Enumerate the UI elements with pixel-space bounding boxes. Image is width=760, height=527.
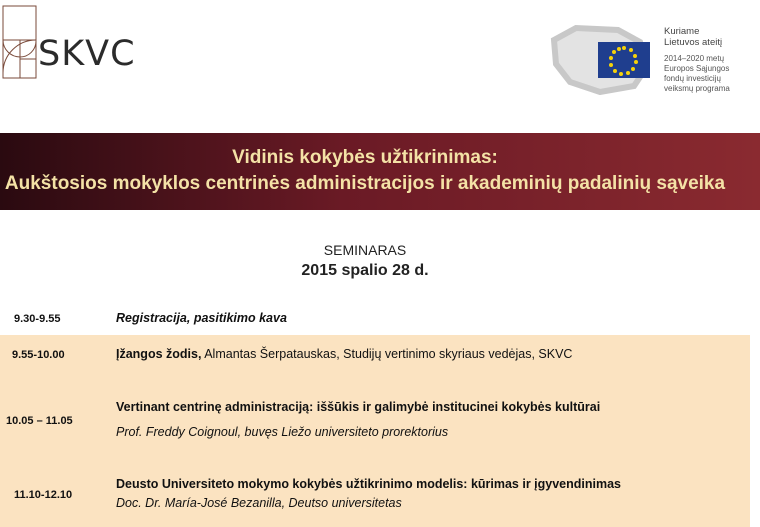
eu-funds-logo [548,20,748,100]
eu-tagline: Kuriame Lietuvos ateitį [664,26,723,48]
eu-programme-text: 2014–2020 metų Europos Sąjungos fondų investicijų veiksmų programa [664,54,730,93]
skvc-logo [0,0,135,88]
time-slot: 9.30-9.55 [14,313,61,325]
program-item [116,347,572,361]
time-slot: 10.05 – 11.05 [6,415,73,427]
time-slot: 11.10-12.10 [14,489,73,501]
program-item-speaker: Doc. Dr. María-José Bezanilla, Deutso universitetas [116,496,402,510]
logo-text: SKVC [38,34,136,74]
banner-title-line-2: Aukštosios mokyklos centrinės administracijos ir akademinių padalinių sąveika [4,173,726,194]
program-item-title: Registracija, pasitikimo kava [116,311,287,325]
program-item-title: Vertinant centrinę administraciją: iššūkis ir galimybė institucinei kokybės kultūrai [116,400,601,414]
program-item-rest: Almantas Šerpatauskas, Studijų vertinimo skyriaus vedėjas, SKVC [201,347,573,361]
time-slot: 9.55-10.00 [12,349,65,361]
title-banner [0,133,760,210]
eu-flag-icon [598,42,650,78]
program-item-title: Įžangos žodis, [116,347,202,361]
banner-title-line-1: Vidinis kokybės užtikrinimas: [232,147,498,168]
event-type: SEMINARAS [323,242,407,258]
program-item-title: Deusto Universiteto mokymo kokybės užtikrinimo modelis: kūrimas ir įgyvendinimas [116,477,622,491]
event-date: 2015 spalio 28 d. [301,262,429,279]
program-item-speaker: Prof. Freddy Coignoul, buvęs Liežo universiteto prorektorius [116,425,449,439]
